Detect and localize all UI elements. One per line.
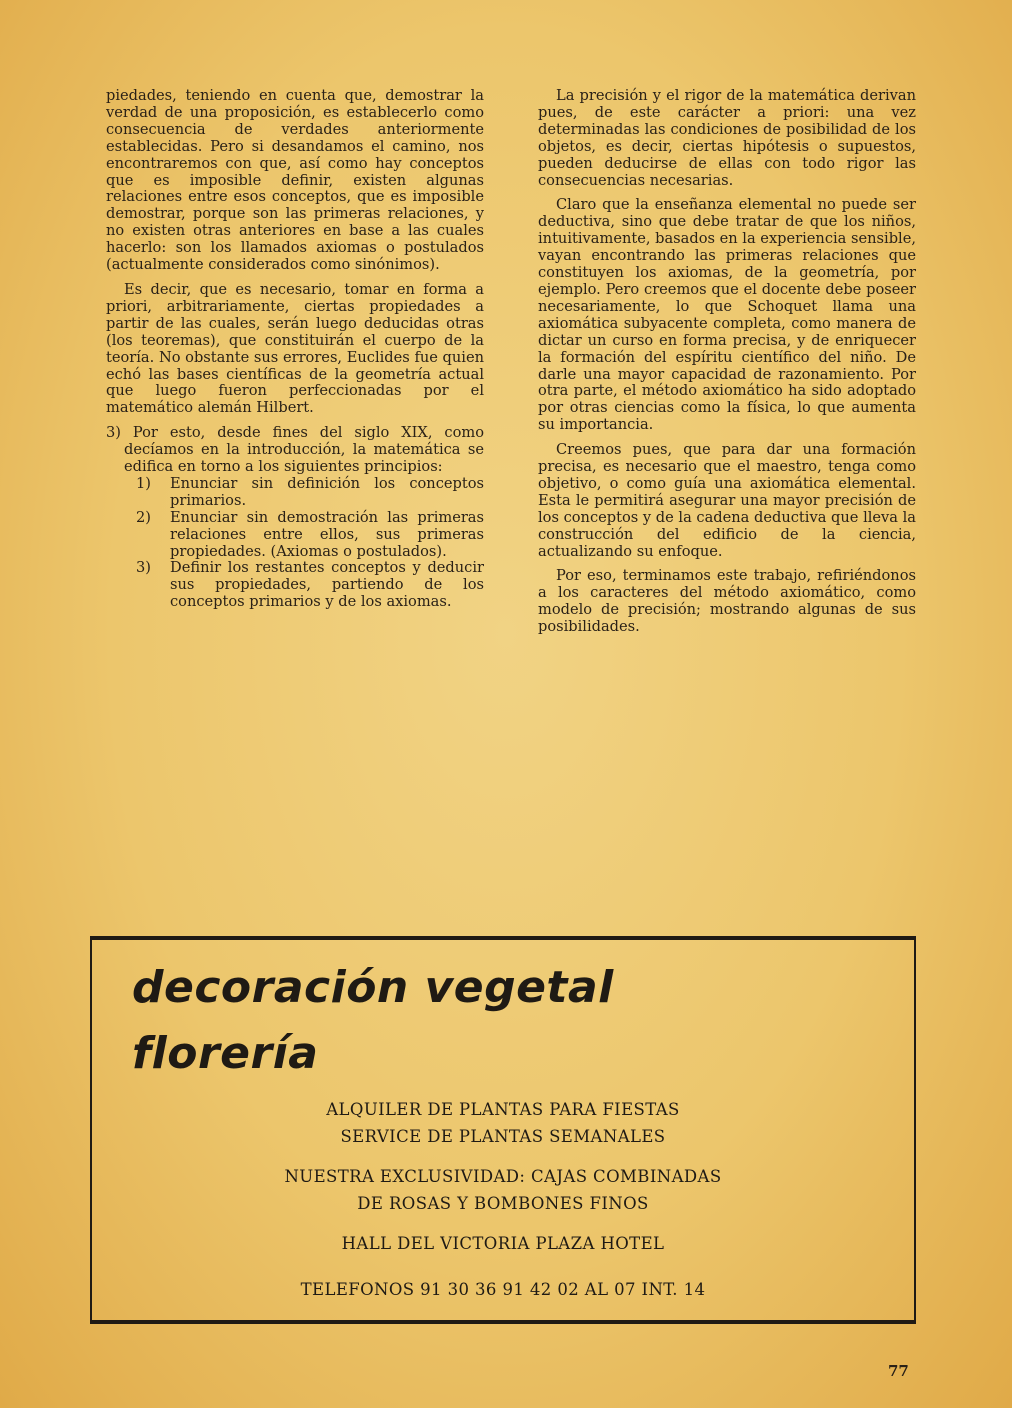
ad-brand-line-1: decoración vegetal bbox=[132, 962, 614, 1013]
ad-line-exclusive: NUESTRA EXCLUSIVIDAD: CAJAS COMBINADAS bbox=[284, 1167, 722, 1186]
ad-line-address: HALL DEL VICTORIA PLAZA HOTEL bbox=[341, 1234, 665, 1253]
list-item-text: Enunciar sin definición los conceptos primarios. bbox=[170, 474, 484, 509]
list-item bbox=[136, 476, 484, 510]
ad-line-roses: DE ROSAS Y BOMBONES FINOS bbox=[357, 1194, 649, 1213]
ad-line-phones: TELEFONOS 91 30 36 91 42 02 AL 07 INT. 14 bbox=[300, 1280, 706, 1299]
right-column bbox=[538, 88, 916, 644]
right-paragraph-4: Por eso, terminamos este trabajo, refiriéndonos a los caracteres del método axiomático, como modelo de precisión; mostrando algunas de sus posibilidades. bbox=[538, 567, 916, 636]
list-item-number: 1) bbox=[136, 474, 151, 492]
list-item-text: Enunciar sin demostración las primeras relaciones entre ellos, sus primeras propiedades. (Axiomas o postulados). bbox=[170, 508, 484, 560]
left-paragraph-1: piedades, teniendo en cuenta que, demostrar la verdad de una proposición, es establecerlo como consecuencia de verdades anteriormente establecidas. Pero si desandamos el camino, nos encontraremos con que, así como hay conceptos que es imposible definir, existen algunas relaciones entre esos conceptos, que es imposible demostrar, porque son las primeras relaciones, y no existen otras anteriores en base a las cuales hacerlo: son los llamados axiomas o postulados (actualmente considerados como sinónimos). bbox=[106, 87, 484, 274]
left-paragraph-2: Es decir, que es necesario, tomar en forma a priori, arbitrariamente, ciertas propiedades a partir de las cuales, serán luego deducidas otras (los teoremas), que constituirán el cuerpo de la teoría. No obstante sus errores, Euclides fue quien echó las bases científicas de la geometría actual que luego fueron perfeccionadas por el matemático alemán Hilbert. bbox=[106, 280, 484, 417]
right-paragraph-2: Claro que la enseñanza elemental no puede ser deductiva, sino que debe tratar de que los niños, intuitivamente, basados en la experiencia sensible, vayan encontrando las primeras relaciones que constituyen los axiomas, de la geometría, por ejemplo. Pero creemos que el docente debe poseer necesariamente, lo que Schoquet llama una axiomática subyacente completa, como manera de dictar un curso en forma precisa, y de enriquecer la formación del espíritu científico del niño. De darle una mayor capacidad de razonamiento. Por otra parte, el método axiomático ha sido adoptado por otras ciencias como la física, lo que aumenta su importancia. bbox=[538, 196, 916, 434]
list-item bbox=[136, 510, 484, 561]
right-paragraph-3: Creemos pues, que para dar una formación precisa, es necesario que el maestro, tenga como objetivo, o como guía una axiomática elemental. Esta le permitirá asegurar una mayor precisión de los conceptos y de la cadena deductiva que lleva la construcción del edificio de la ciencia, actualizando su enfoque. bbox=[538, 441, 916, 560]
right-paragraph-1: La precisión y el rigor de la matemática derivan pues, de este carácter a priori: una vez determinadas las condiciones de posibilidad de los objetos, es decir, ciertas hipótesis o supuestos, pueden deducirse de ellas con todo rigor las consecuencias necesarias. bbox=[538, 87, 916, 189]
list-item bbox=[136, 560, 484, 611]
list-item-number: 3) bbox=[136, 559, 151, 577]
ad-brand-line-2: florería bbox=[132, 1028, 319, 1079]
left-paragraph-3: 3) Por esto, desde fines del siglo XIX, como decíamos en la introducción, la matemática se edifica en torno a los siguientes principios: bbox=[106, 424, 484, 476]
page-number: 77 bbox=[888, 1362, 909, 1380]
ad-line-rental: ALQUILER DE PLANTAS PARA FIESTAS bbox=[326, 1100, 680, 1119]
ad-line-service: SERVICE DE PLANTAS SEMANALES bbox=[340, 1127, 666, 1146]
list-item-number: 2) bbox=[136, 508, 151, 526]
list-item-text: Definir los restantes conceptos y deducir sus propiedades, partiendo de los conceptos primarios y de los axiomas. bbox=[170, 559, 484, 611]
principles-list bbox=[136, 476, 484, 611]
advertisement-box bbox=[90, 936, 916, 1324]
left-column bbox=[106, 88, 484, 611]
